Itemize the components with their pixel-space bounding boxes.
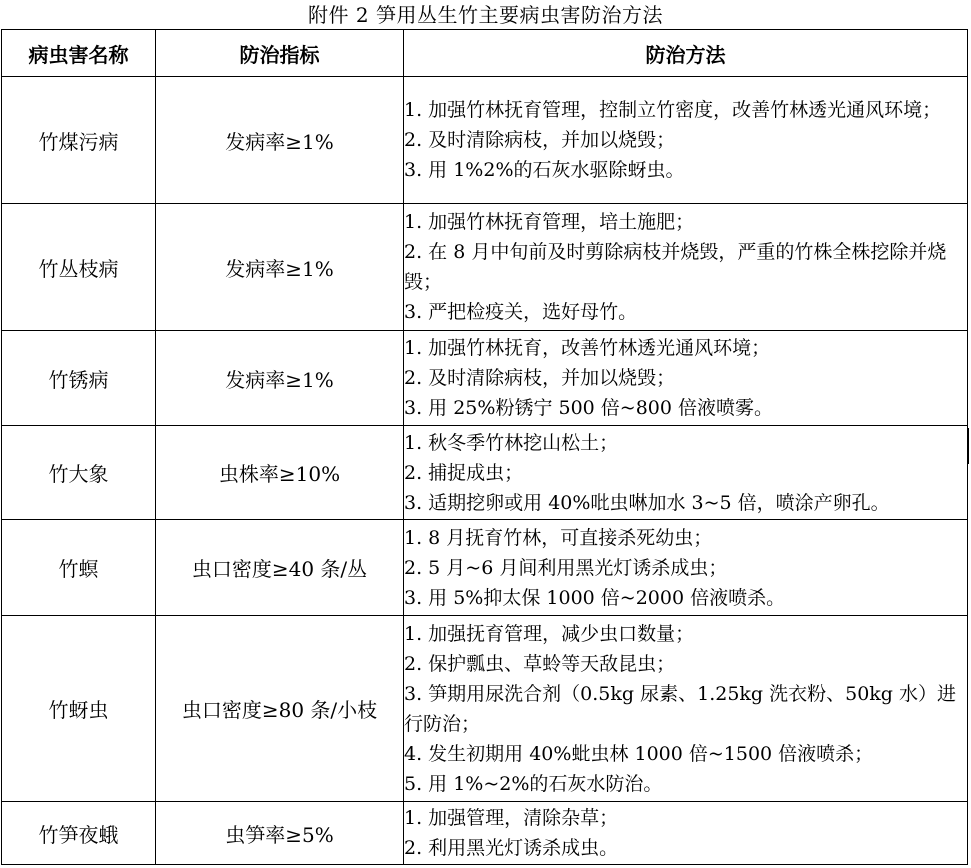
row-name: 竹煤污病: [2, 77, 156, 204]
row-methods: [404, 802, 968, 865]
pest-control-table: [1, 29, 968, 865]
row-name: 竹锈病: [2, 331, 156, 426]
row-methods: [404, 204, 968, 331]
table-row: [2, 426, 968, 520]
row-index: 发病率≥1%: [156, 204, 404, 331]
method-line: 1. 加强竹林抚育管理，控制立竹密度，改善竹林透光通风环境；: [404, 99, 942, 121]
row-name: 竹大象: [2, 426, 156, 520]
method-line: 2. 利用黑光灯诱杀成虫。: [404, 837, 619, 859]
method-line: 2. 5 月~6 月间利用黑光灯诱杀成虫；: [404, 556, 728, 579]
row-methods: [404, 77, 968, 204]
row-methods: [404, 331, 968, 426]
method-line: 1. 加强管理，清除杂草；: [404, 807, 619, 829]
method-line: 3. 笋期用尿洗合剂（0.5kg 尿素、1.25kg 洗衣粉、50kg 水）进行防治；: [404, 682, 957, 735]
method-line: 3. 适期挖卵或用 40%吡虫啉加水 3~5 倍，喷涂产卵孔。: [404, 491, 890, 514]
row-index: 发病率≥1%: [156, 331, 404, 426]
table-row: [2, 616, 968, 802]
row-index: 虫口密度≥40 条/丛: [156, 520, 404, 616]
method-line: 2. 及时清除病枝，并加以烧毁；: [404, 129, 676, 151]
margin-mark: [967, 428, 969, 464]
row-index: 虫口密度≥80 条/小枝: [156, 616, 404, 802]
table-row: [2, 520, 968, 616]
method-line: 4. 发生初期用 40%蚍虫林 1000 倍~1500 倍液喷杀；: [404, 742, 874, 765]
row-name: 竹螟: [2, 520, 156, 616]
method-line: 1. 加强竹林抚育管理，培土施肥；: [404, 211, 695, 233]
row-index: 发病率≥1%: [156, 77, 404, 204]
table-row: [2, 204, 968, 331]
table-row: [2, 802, 968, 865]
header-index: 防治指标: [156, 30, 404, 77]
row-methods: [404, 616, 968, 802]
method-line: 2. 捕捉成虫；: [404, 461, 524, 484]
method-line: 3. 用 5%抑太保 1000 倍~2000 倍液喷杀。: [404, 586, 786, 609]
method-line: 2. 及时清除病枝，并加以烧毁；: [404, 367, 676, 389]
row-methods: [404, 520, 968, 616]
row-name: 竹丛枝病: [2, 204, 156, 331]
row-index: 虫笋率≥5%: [156, 802, 404, 865]
method-line: 1. 加强抚育管理，减少虫口数量；: [404, 622, 695, 645]
method-line: 1. 加强竹林抚育，改善竹林透光通风环境；: [404, 337, 771, 359]
method-line: 2. 在 8 月中旬前及时剪除病枝并烧毁，严重的竹株全株挖除并烧毁；: [404, 241, 947, 293]
method-line: 3. 用 1%2%的石灰水驱除蚜虫。: [404, 159, 685, 181]
method-line: 3. 用 25%粉锈宁 500 倍~800 倍液喷雾。: [404, 397, 774, 419]
row-name: 竹笋夜蛾: [2, 802, 156, 865]
row-methods: [404, 426, 968, 520]
table-header-row: [2, 30, 968, 77]
table-row: [2, 331, 968, 426]
header-name: 病虫害名称: [2, 30, 156, 77]
document-title: 附件 2 笋用丛生竹主要病虫害防治方法: [308, 3, 663, 27]
method-line: 2. 保护瓢虫、草蛉等天敌昆虫；: [404, 652, 676, 675]
method-line: 3. 严把检疫关，选好母竹。: [404, 301, 638, 323]
method-line: 5. 用 1%~2%的石灰水防治。: [404, 772, 663, 795]
method-line: 1. 秋冬季竹林挖山松土；: [404, 431, 619, 454]
row-name: 竹蚜虫: [2, 616, 156, 802]
table-row: [2, 77, 968, 204]
row-index: 虫株率≥10%: [156, 426, 404, 520]
method-line: 1. 8 月抚育竹林，可直接杀死幼虫；: [404, 526, 713, 549]
header-methods: 防治方法: [404, 30, 968, 77]
